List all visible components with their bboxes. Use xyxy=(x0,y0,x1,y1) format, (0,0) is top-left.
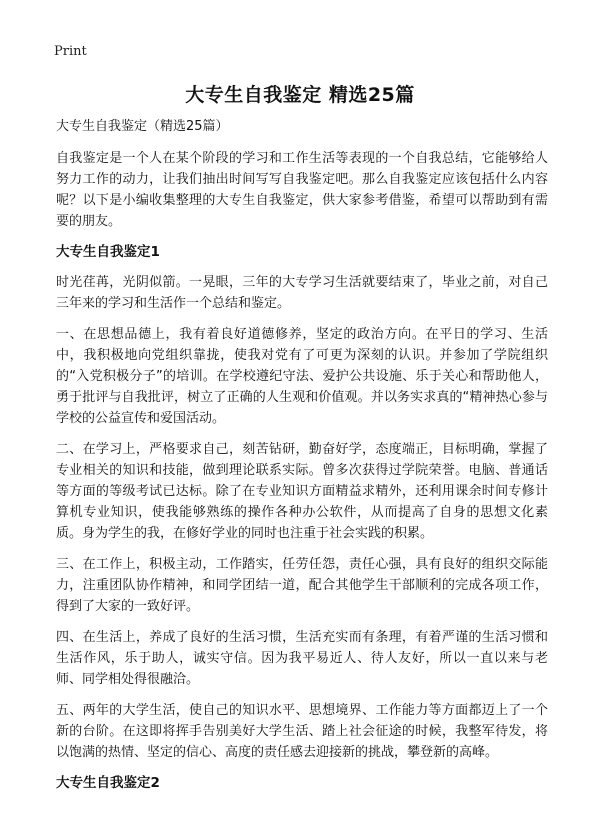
paragraph-opening: 时光荏苒，光阴似箭。一晃眼，三年的大专学习生活就要结束了，毕业之前，对自己三年来的学习和生活作一个总结和鉴定。 xyxy=(56,275,548,311)
print-link[interactable]: Print xyxy=(54,44,87,59)
document-body xyxy=(56,118,548,803)
document-title: 大专生自我鉴定 精选25篇 xyxy=(185,84,415,106)
paragraph-summary: 五、两年的大学生活，使自己的知识水平、思想境界、工作能力等方面都迈上了一个新的台阶。在这即将挥手告别美好大学生活、踏上社会征途的时候，我整军待发，将以饱满的热情、坚定的信心、高度的责任感去迎接新的挑战，攀登新的高峰。 xyxy=(56,703,548,760)
paragraph-work: 三、在工作上，积极主动，工作踏实，任劳任怨，责任心强，具有良好的组织交际能力，注重团队协作精神，和同学团结一道，配合其他学生干部顺利的完成各项工作，得到了大家的一致好评。 xyxy=(56,557,548,614)
paragraph-life: 四、在生活上，养成了良好的生活习惯，生活充实而有条理，有着严谨的生活习惯和生活作风，乐于助人，诚实守信。因为我平易近人、待人友好，所以一直以来与老师、同学相处得很融洽。 xyxy=(56,630,548,687)
section-heading-1: 大专生自我鉴定1 xyxy=(56,244,160,260)
paragraph-morality: 一、在思想品德上，我有着良好道德修养，坚定的政治方向。在平日的学习、生活中，我积极地向党组织靠拢，使我对党有了可更为深刻的认识。并参加了学院组织的“入党积极分子”的培训。在学校遵纪守法、爱护公共设施、乐于关心和帮助他人，勇于批评与自我批评，树立了正确的人生观和价值观。并以务实求真的“精神热心参与学校的公益宣传和爱国活动。 xyxy=(56,327,548,426)
paragraph-study: 二、在学习上，严格要求自己，刻苦钻研，勤奋好学，态度端正，目标明确，掌握了专业相关的知识和技能，做到理论联系实际。曾多次获得过学院荣誉。电脑、普通话等方面的等级考试已达标。除了在专业知识方面精益求精外，还利用课余时间专修计算机专业知识，使我能够熟练的操作各种办公软件，从而提高了自身的思想文化素质。身为学生的我，在修好学业的同时也注重于社会实践的积累。 xyxy=(56,442,548,541)
section-heading-2: 大专生自我鉴定2 xyxy=(56,775,160,791)
document-subtitle: 大专生自我鉴定（精选25篇） xyxy=(56,119,229,134)
intro-paragraph: 自我鉴定是一个人在某个阶段的学习和工作生活等表现的一个自我总结，它能够给人努力工作的动力，让我们抽出时间写写自我鉴定吧。那么自我鉴定应该包括什么内容呢？以下是小编收集整理的大专生自我鉴定，供大家参考借鉴，希望可以帮助到有需要的朋友。 xyxy=(56,151,548,229)
